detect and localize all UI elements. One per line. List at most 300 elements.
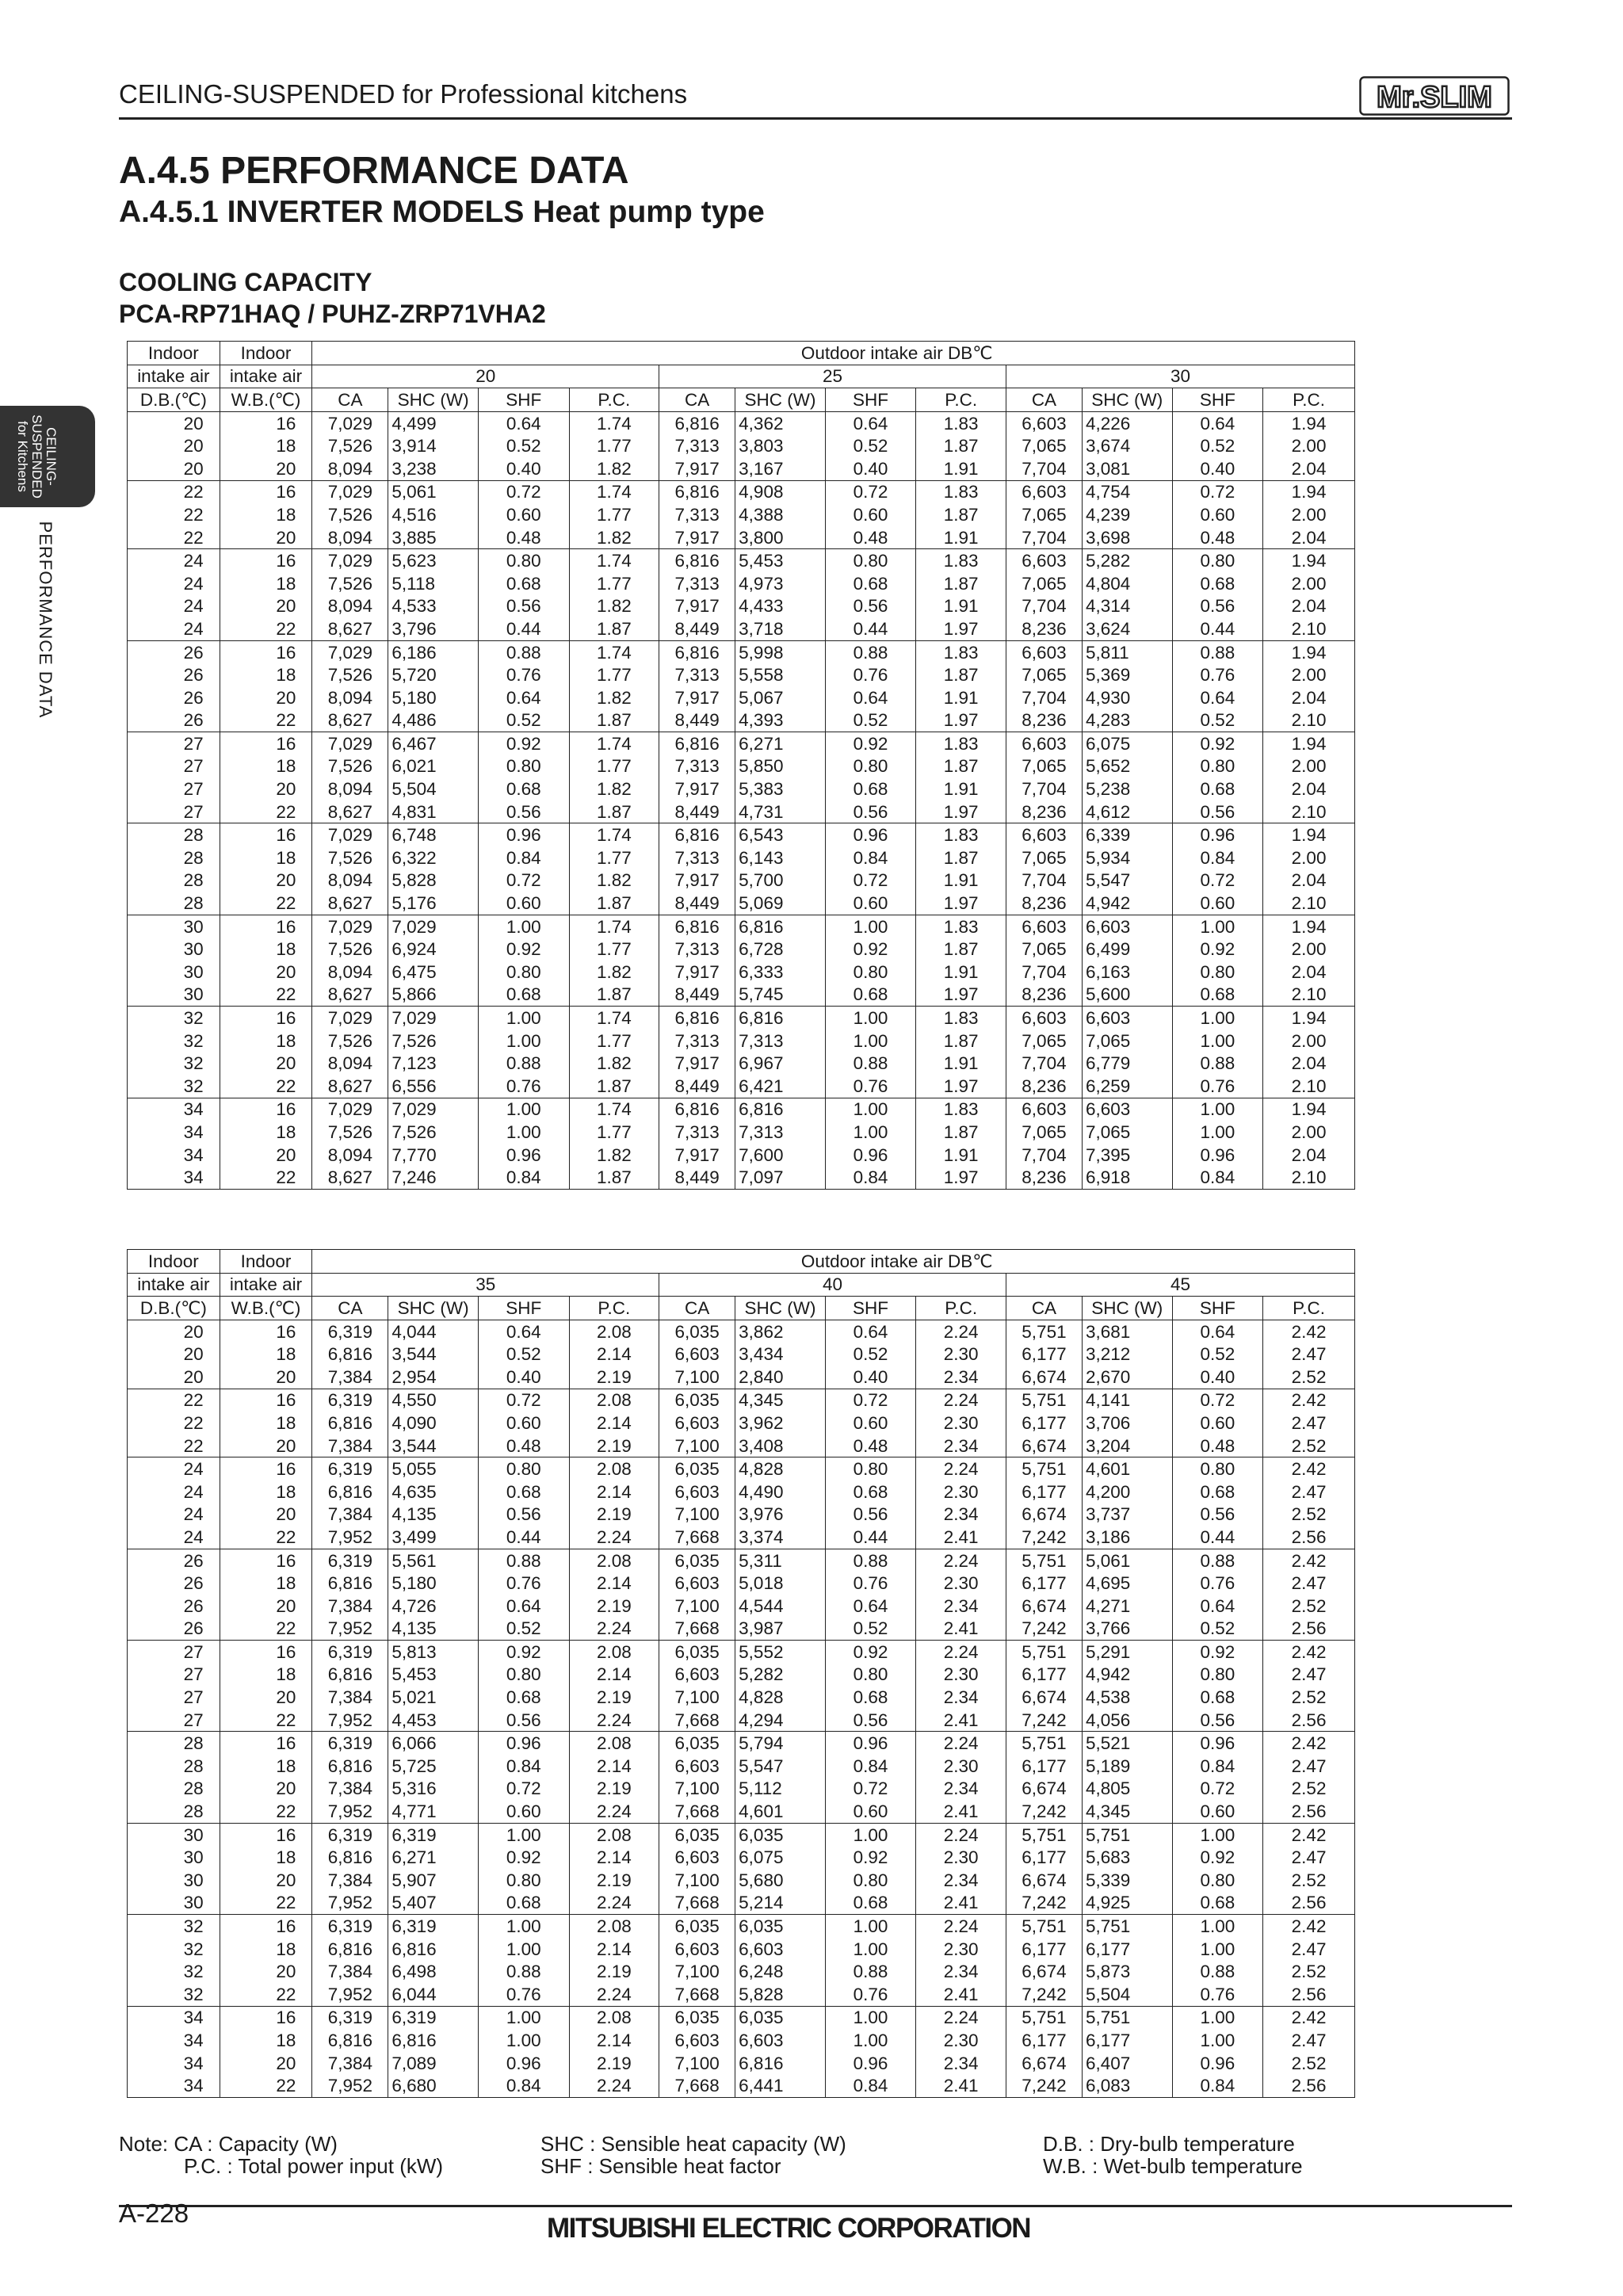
table-cell: 2.52 <box>1263 1686 1355 1709</box>
table-cell: 7,100 <box>659 1503 735 1526</box>
table-cell: 7,384 <box>312 1595 388 1618</box>
table-cell: 1.87 <box>569 892 659 915</box>
table-cell: 0.52 <box>825 1343 916 1366</box>
table-cell: 6,924 <box>388 938 479 961</box>
note-pc: P.C. : Total power input (kW) <box>184 2154 444 2178</box>
table-cell: 6,816 <box>735 915 826 938</box>
table-cell: 7,704 <box>1006 686 1082 709</box>
table-cell: 0.60 <box>1172 1800 1263 1823</box>
table-row <box>128 503 1355 526</box>
table-cell: 2.30 <box>916 1755 1006 1778</box>
table-cell: 1.00 <box>825 2029 916 2052</box>
table-cell: 6,177 <box>1006 1480 1082 1503</box>
table-cell: 2.24 <box>569 1892 659 1915</box>
table-cell: 4,544 <box>735 1595 826 1618</box>
table-cell: 5,934 <box>1082 846 1172 869</box>
table-cell: 0.44 <box>825 1526 916 1549</box>
table-cell: 5,504 <box>1082 1983 1172 2006</box>
table-cell: 22 <box>220 1800 312 1823</box>
table-cell: 0.56 <box>825 595 916 618</box>
table-cell: 7,242 <box>1006 1526 1082 1549</box>
table-cell: 5,652 <box>1082 755 1172 778</box>
table-cell: 6,035 <box>735 1915 826 1938</box>
table-cell: 7,384 <box>312 1435 388 1457</box>
table-cell: 2.24 <box>569 1983 659 2006</box>
table-cell: 27 <box>128 1686 220 1709</box>
column-header: SHF <box>825 1297 916 1320</box>
table-cell: 2.00 <box>1263 755 1355 778</box>
table-cell: 2.08 <box>569 1457 659 1480</box>
table-row <box>128 1846 1355 1869</box>
table-cell: 16 <box>220 1320 312 1343</box>
table-cell: 4,135 <box>388 1618 479 1641</box>
table-cell: 1.83 <box>916 480 1006 503</box>
table-cell: 6,499 <box>1082 938 1172 961</box>
table-cell: 8,627 <box>312 800 388 823</box>
table-cell: 4,942 <box>1082 892 1172 915</box>
table-cell: 4,612 <box>1082 800 1172 823</box>
table-cell: 5,907 <box>388 1869 479 1892</box>
table-cell: 2.24 <box>916 1641 1006 1664</box>
footer-rule <box>119 2205 1512 2207</box>
table-cell: 20 <box>220 1052 312 1075</box>
table-cell: 5,291 <box>1082 1641 1172 1664</box>
table-cell: 3,674 <box>1082 434 1172 457</box>
table-cell: 6,603 <box>659 1846 735 1869</box>
table-cell: 3,766 <box>1082 1618 1172 1641</box>
table-cell: 0.64 <box>1172 1320 1263 1343</box>
table-cell: 0.92 <box>825 732 916 755</box>
table-cell: 6,603 <box>659 1343 735 1366</box>
outdoor-intake-label: Outdoor intake air DB℃ <box>312 1250 1355 1274</box>
table-cell: 6,319 <box>312 1915 388 1938</box>
table-cell: 6,816 <box>312 2029 388 2052</box>
table-cell: 27 <box>128 732 220 755</box>
table-cell: 6,035 <box>659 1457 735 1480</box>
table-cell: 7,704 <box>1006 1052 1082 1075</box>
table-cell: 6,816 <box>659 549 735 572</box>
side-section-label: PERFORMANCE DATA <box>36 521 55 719</box>
table-cell: 2.08 <box>569 1641 659 1664</box>
table-cell: 5,751 <box>1006 1823 1082 1846</box>
table-cell: 1.00 <box>478 1030 569 1052</box>
table-cell: 16 <box>220 1389 312 1412</box>
column-header: SHC (W) <box>735 1297 826 1320</box>
table-cell: 0.88 <box>825 640 916 663</box>
table-row <box>128 1778 1355 1801</box>
table-cell: 18 <box>220 503 312 526</box>
table-cell: 1.82 <box>569 457 659 480</box>
table-cell: 1.00 <box>1172 915 1263 938</box>
table-cell: 6,816 <box>312 1664 388 1687</box>
table-cell: 3,544 <box>388 1343 479 1366</box>
table-cell: 0.84 <box>825 1755 916 1778</box>
table-cell: 6,441 <box>735 2074 826 2097</box>
table-cell: 6,816 <box>659 1098 735 1121</box>
table-cell: 7,029 <box>388 1007 479 1030</box>
table-cell: 0.76 <box>478 1075 569 1098</box>
table-cell: 8,236 <box>1006 800 1082 823</box>
table-cell: 6,674 <box>1006 1960 1082 1983</box>
table-cell: 7,313 <box>735 1121 826 1144</box>
table-cell: 6,918 <box>1082 1166 1172 1189</box>
table-cell: 0.60 <box>825 503 916 526</box>
table-cell: 6,603 <box>659 1755 735 1778</box>
table-cell: 6,674 <box>1006 1503 1082 1526</box>
table-cell: 5,282 <box>1082 549 1172 572</box>
table-cell: 30 <box>128 1892 220 1915</box>
table-cell: 22 <box>220 1892 312 1915</box>
table-cell: 30 <box>128 1869 220 1892</box>
table-cell: 1.94 <box>1263 1098 1355 1121</box>
table-row <box>128 1618 1355 1641</box>
table-cell: 1.00 <box>1172 2006 1263 2029</box>
table-cell: 7,313 <box>659 846 735 869</box>
table-cell: 6,163 <box>1082 961 1172 984</box>
table-cell: 0.52 <box>1172 1618 1263 1641</box>
table-cell: 3,885 <box>388 526 479 549</box>
table-cell: 2.42 <box>1263 1641 1355 1664</box>
table-cell: 7,100 <box>659 1778 735 1801</box>
table-cell: 2.30 <box>916 1846 1006 1869</box>
table-cell: 4,828 <box>735 1457 826 1480</box>
table-cell: 0.60 <box>825 892 916 915</box>
table-cell: 6,407 <box>1082 2052 1172 2075</box>
indoor-label: Indoor <box>128 1250 220 1274</box>
column-header: SHF <box>1172 1297 1263 1320</box>
table-cell: 7,246 <box>388 1166 479 1189</box>
table-row <box>128 1389 1355 1412</box>
table-cell: 0.44 <box>478 617 569 640</box>
table-cell: 0.72 <box>1172 480 1263 503</box>
table-cell: 7,065 <box>1006 663 1082 686</box>
table-cell: 6,259 <box>1082 1075 1172 1098</box>
table-cell: 7,526 <box>312 503 388 526</box>
table-cell: 7,384 <box>312 1869 388 1892</box>
table-cell: 6,674 <box>1006 1869 1082 1892</box>
table-cell: 2.30 <box>916 1480 1006 1503</box>
table-cell: 2.14 <box>569 1343 659 1366</box>
table-cell: 20 <box>220 457 312 480</box>
table-cell: 24 <box>128 549 220 572</box>
table-row <box>128 1686 1355 1709</box>
table-cell: 2.34 <box>916 1869 1006 1892</box>
table-cell: 0.76 <box>825 1983 916 2006</box>
table-cell: 1.91 <box>916 777 1006 800</box>
table-cell: 1.94 <box>1263 823 1355 846</box>
table-cell: 8,449 <box>659 1075 735 1098</box>
table-cell: 4,283 <box>1082 709 1172 732</box>
table-cell: 6,177 <box>1082 1938 1172 1961</box>
table-cell: 6,816 <box>659 1007 735 1030</box>
table-cell: 2.04 <box>1263 595 1355 618</box>
table-cell: 32 <box>128 1983 220 2006</box>
table-cell: 3,987 <box>735 1618 826 1641</box>
table-cell: 1.87 <box>916 1030 1006 1052</box>
note-db: D.B. : Dry-bulb temperature <box>1043 2132 1295 2156</box>
table-cell: 0.48 <box>825 1435 916 1457</box>
table-cell: 8,627 <box>312 709 388 732</box>
table-cell: 0.84 <box>825 2074 916 2097</box>
table-cell: 4,499 <box>388 411 479 434</box>
table-row <box>128 1709 1355 1732</box>
table-cell: 6,467 <box>388 732 479 755</box>
table-cell: 2.30 <box>916 1572 1006 1595</box>
table-cell: 7,952 <box>312 1800 388 1823</box>
table-cell: 0.52 <box>1172 709 1263 732</box>
table-cell: 7,384 <box>312 1960 388 1983</box>
table-cell: 30 <box>128 1823 220 1846</box>
db-column-header: D.B.(℃) <box>128 1297 220 1320</box>
table-cell: 8,627 <box>312 1075 388 1098</box>
table-cell: 0.72 <box>825 480 916 503</box>
outdoor-temp-label: 35 <box>312 1273 659 1297</box>
table-cell: 7,100 <box>659 1960 735 1983</box>
table-cell: 2.00 <box>1263 434 1355 457</box>
table-cell: 1.94 <box>1263 732 1355 755</box>
table-cell: 6,556 <box>388 1075 479 1098</box>
table-cell: 2.24 <box>916 1457 1006 1480</box>
table-cell: 6,680 <box>388 2074 479 2097</box>
table-cell: 0.68 <box>478 1480 569 1503</box>
table-cell: 0.84 <box>825 846 916 869</box>
table-cell: 1.82 <box>569 961 659 984</box>
column-header: SHC (W) <box>1082 1297 1172 1320</box>
table-cell: 3,434 <box>735 1343 826 1366</box>
intake-air-label: intake air <box>220 365 312 388</box>
table-cell: 7,704 <box>1006 777 1082 800</box>
table-cell: 2.19 <box>569 1869 659 1892</box>
table-cell: 4,314 <box>1082 595 1172 618</box>
table-cell: 0.80 <box>825 1664 916 1687</box>
table-cell: 6,816 <box>659 823 735 846</box>
table-cell: 7,313 <box>659 1030 735 1052</box>
table-cell: 8,449 <box>659 1166 735 1189</box>
table-cell: 2.24 <box>916 1320 1006 1343</box>
table-cell: 1.87 <box>916 434 1006 457</box>
table-cell: 6,075 <box>1082 732 1172 755</box>
table-cell: 7,313 <box>659 572 735 595</box>
table-cell: 7,526 <box>312 434 388 457</box>
table-cell: 1.87 <box>916 755 1006 778</box>
table-cell: 0.68 <box>478 1686 569 1709</box>
table-cell: 34 <box>128 2006 220 2029</box>
table-cell: 4,393 <box>735 709 826 732</box>
table-cell: 20 <box>220 1595 312 1618</box>
table-cell: 0.68 <box>478 984 569 1007</box>
table-cell: 2.14 <box>569 1938 659 1961</box>
table-cell: 6,674 <box>1006 1366 1082 1389</box>
table-cell: 6,044 <box>388 1983 479 2006</box>
table-cell: 8,094 <box>312 526 388 549</box>
table-cell: 26 <box>128 686 220 709</box>
table-cell: 7,384 <box>312 1686 388 1709</box>
table-row <box>128 1007 1355 1030</box>
table-cell: 7,100 <box>659 2052 735 2075</box>
table-cell: 4,908 <box>735 480 826 503</box>
table-cell: 18 <box>220 1572 312 1595</box>
table-cell: 3,803 <box>735 434 826 457</box>
table-cell: 5,552 <box>735 1641 826 1664</box>
table-cell: 8,449 <box>659 892 735 915</box>
table-cell: 24 <box>128 1526 220 1549</box>
table-cell: 1.87 <box>916 938 1006 961</box>
table-cell: 0.92 <box>825 1846 916 1869</box>
table-cell: 2.34 <box>916 1595 1006 1618</box>
table-cell: 27 <box>128 1641 220 1664</box>
table-cell: 6,322 <box>388 846 479 869</box>
table-cell: 0.80 <box>478 1664 569 1687</box>
table-cell: 0.84 <box>1172 2074 1263 2097</box>
table-cell: 2.41 <box>916 1709 1006 1732</box>
table-cell: 2.41 <box>916 1618 1006 1641</box>
table-cell: 6,816 <box>312 1755 388 1778</box>
table-cell: 0.84 <box>478 1755 569 1778</box>
note-shc: SHC : Sensible heat capacity (W) <box>540 2132 846 2156</box>
table-cell: 6,075 <box>735 1846 826 1869</box>
table-cell: 3,167 <box>735 457 826 480</box>
table-cell: 18 <box>220 1755 312 1778</box>
table-cell: 1.82 <box>569 777 659 800</box>
table-cell: 28 <box>128 1755 220 1778</box>
table-cell: 20 <box>220 1435 312 1457</box>
table-cell: 0.96 <box>1172 1732 1263 1755</box>
table-row <box>128 1166 1355 1189</box>
table-cell: 18 <box>220 663 312 686</box>
table-cell: 0.44 <box>1172 617 1263 640</box>
table-cell: 3,544 <box>388 1435 479 1457</box>
table-cell: 7,065 <box>1082 1121 1172 1144</box>
table-cell: 6,543 <box>735 823 826 846</box>
table-cell: 0.96 <box>1172 2052 1263 2075</box>
table-cell: 6,319 <box>312 1549 388 1572</box>
table-cell: 20 <box>128 1343 220 1366</box>
table-cell: 5,547 <box>735 1755 826 1778</box>
table-cell: 7,704 <box>1006 457 1082 480</box>
table-cell: 4,930 <box>1082 686 1172 709</box>
table-cell: 5,751 <box>1082 1915 1172 1938</box>
table-cell: 2.10 <box>1263 617 1355 640</box>
table-cell: 1.00 <box>478 1915 569 1938</box>
table-cell: 16 <box>220 823 312 846</box>
table-cell: 3,718 <box>735 617 826 640</box>
table-cell: 0.40 <box>478 1366 569 1389</box>
table-cell: 16 <box>220 1641 312 1664</box>
table-row <box>128 1572 1355 1595</box>
table-cell: 4,294 <box>735 1709 826 1732</box>
table-cell: 6,035 <box>735 2006 826 2029</box>
table-row <box>128 961 1355 984</box>
table-cell: 16 <box>220 1457 312 1480</box>
table-cell: 2.34 <box>916 1960 1006 1983</box>
table-cell: 30 <box>128 984 220 1007</box>
table-cell: 1.00 <box>478 1098 569 1121</box>
column-header: P.C. <box>1263 1297 1355 1320</box>
table-cell: 7,526 <box>312 663 388 686</box>
table-cell: 28 <box>128 1778 220 1801</box>
table-cell: 5,453 <box>735 549 826 572</box>
table-row <box>128 1435 1355 1457</box>
table-cell: 3,962 <box>735 1412 826 1435</box>
table-cell: 0.80 <box>825 755 916 778</box>
table-cell: 4,271 <box>1082 1595 1172 1618</box>
table-cell: 6,143 <box>735 846 826 869</box>
table-cell: 0.64 <box>825 686 916 709</box>
table-cell: 1.00 <box>478 1007 569 1030</box>
table-cell: 7,313 <box>659 755 735 778</box>
table-cell: 22 <box>220 1526 312 1549</box>
table-cell: 1.00 <box>1172 1938 1263 1961</box>
table-cell: 1.87 <box>916 1121 1006 1144</box>
table-cell: 0.40 <box>1172 1366 1263 1389</box>
table-cell: 5,751 <box>1006 2006 1082 2029</box>
outdoor-temp-label: 40 <box>659 1273 1006 1297</box>
table-cell: 0.56 <box>478 595 569 618</box>
table-cell: 0.80 <box>825 549 916 572</box>
table-cell: 20 <box>220 1144 312 1167</box>
table-cell: 7,668 <box>659 1709 735 1732</box>
table-cell: 2.04 <box>1263 869 1355 892</box>
table-cell: 7,100 <box>659 1435 735 1457</box>
table-row <box>128 1641 1355 1664</box>
table-cell: 8,627 <box>312 984 388 1007</box>
table-cell: 2.10 <box>1263 1075 1355 1098</box>
table-cell: 5,813 <box>388 1641 479 1664</box>
table-cell: 2.19 <box>569 1595 659 1618</box>
table-cell: 2.08 <box>569 1389 659 1412</box>
table-cell: 6,035 <box>659 1732 735 1755</box>
table-cell: 1.74 <box>569 411 659 434</box>
table-cell: 2.24 <box>916 1389 1006 1412</box>
table-cell: 1.87 <box>569 617 659 640</box>
table-cell: 7,029 <box>388 1098 479 1121</box>
table-cell: 1.94 <box>1263 640 1355 663</box>
table-cell: 1.00 <box>825 1938 916 1961</box>
table-cell: 1.91 <box>916 1052 1006 1075</box>
table-cell: 4,345 <box>735 1389 826 1412</box>
table-cell: 6,177 <box>1006 1846 1082 1869</box>
table-cell: 0.96 <box>825 1732 916 1755</box>
table-cell: 2.08 <box>569 1320 659 1343</box>
table-cell: 18 <box>220 434 312 457</box>
table-cell: 7,029 <box>312 732 388 755</box>
table-cell: 0.64 <box>478 1595 569 1618</box>
table-cell: 0.72 <box>478 869 569 892</box>
table-cell: 1.94 <box>1263 411 1355 434</box>
table-row <box>128 938 1355 961</box>
table-cell: 1.77 <box>569 503 659 526</box>
table-cell: 24 <box>128 572 220 595</box>
table-cell: 0.84 <box>478 1166 569 1189</box>
table-cell: 16 <box>220 1732 312 1755</box>
table-cell: 8,236 <box>1006 892 1082 915</box>
table-cell: 1.00 <box>1172 1030 1263 1052</box>
table-cell: 0.96 <box>478 2052 569 2075</box>
table-cell: 2.47 <box>1263 1343 1355 1366</box>
table-cell: 3,204 <box>1082 1435 1172 1457</box>
table-cell: 6,816 <box>659 732 735 755</box>
table-cell: 8,627 <box>312 892 388 915</box>
table-cell: 7,100 <box>659 1686 735 1709</box>
table-cell: 7,384 <box>312 1503 388 1526</box>
table-cell: 2.00 <box>1263 846 1355 869</box>
table-cell: 6,177 <box>1006 1412 1082 1435</box>
table-cell: 0.68 <box>478 572 569 595</box>
table-cell: 7,029 <box>312 549 388 572</box>
table-cell: 5,069 <box>735 892 826 915</box>
table-cell: 32 <box>128 1915 220 1938</box>
table-cell: 22 <box>220 2074 312 2097</box>
